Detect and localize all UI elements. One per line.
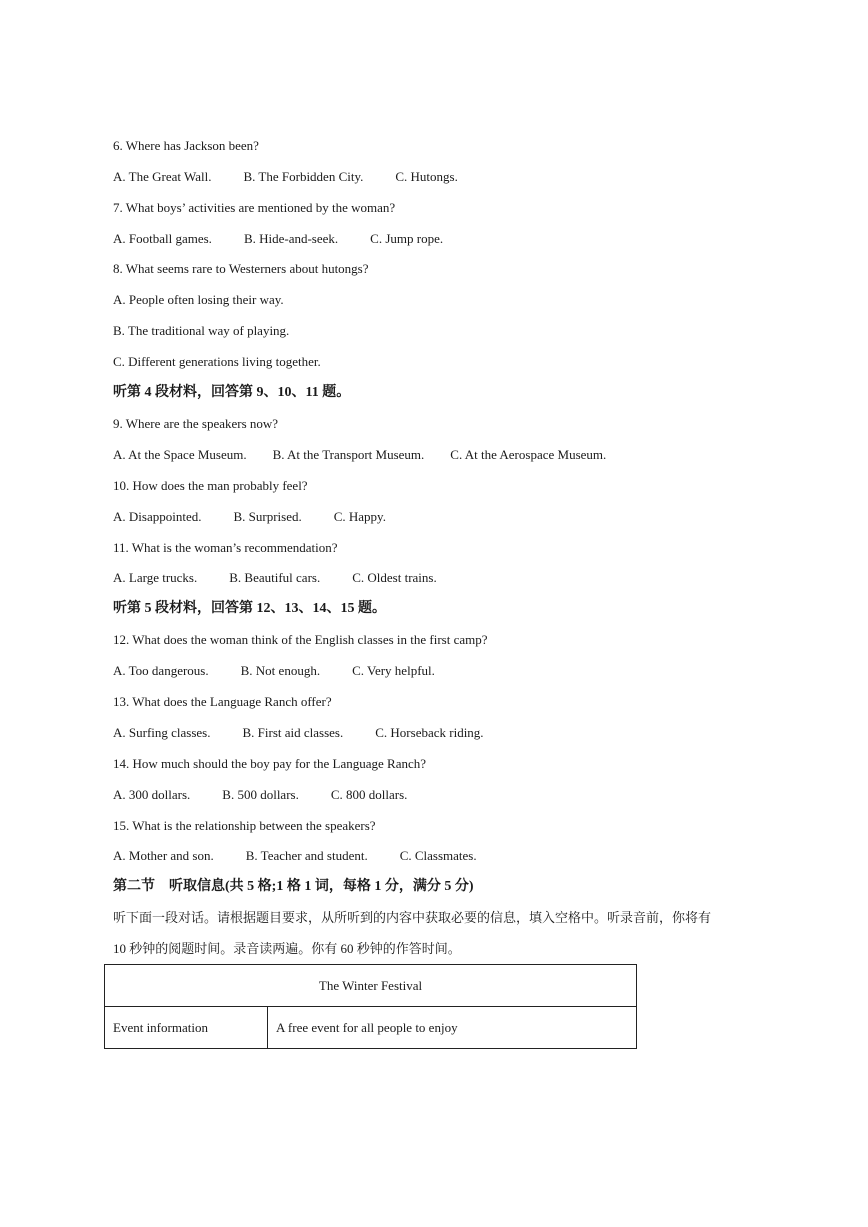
instructions-line-1: 听下面一段对话。请根据题目要求，从所听到的内容中获取必要的信息，填入空格中。听录音前，你将有 [113, 910, 712, 925]
option-c: C. Hutongs. [395, 169, 458, 184]
option-a: A. Mother and son. [113, 848, 214, 863]
option-a: A. Football games. [113, 231, 212, 246]
option-b: B. Surprised. [233, 509, 302, 524]
table-row [105, 1007, 637, 1049]
question-15: 15. What is the relationship between the speakers? [113, 818, 376, 833]
section-header-part5: 听第 5 段材料，回答第 12、13、14、15 题。 [113, 601, 386, 616]
option-a: A. 300 dollars. [113, 787, 191, 802]
question-11: 11. What is the woman’s recommendation? [113, 540, 338, 555]
question-9-options [113, 447, 606, 463]
table-cell-label: Event information [105, 1007, 268, 1049]
instructions-line-2: 10 秒钟的阅题时间。录音读两遍。你有 60 秒钟的作答时间。 [113, 941, 461, 956]
section-header-section2: 第二节 听取信息(共 5 格;1 格 1 词，每格 1 分，满分 5 分) [113, 879, 474, 894]
question-8-option-a: A. People often losing their way. [113, 292, 284, 307]
table-title: The Winter Festival [105, 965, 637, 1007]
question-9: 9. Where are the speakers now? [113, 416, 279, 431]
option-a: A. Too dangerous. [113, 663, 209, 678]
question-11-options [113, 570, 437, 586]
option-a: A. Disappointed. [113, 509, 202, 524]
option-b: B. First aid classes. [242, 725, 344, 740]
option-c: C. Classmates. [399, 848, 477, 863]
option-b: B. 500 dollars. [222, 787, 299, 802]
option-b: B. Hide-and-seek. [243, 231, 339, 246]
question-10: 10. How does the man probably feel? [113, 478, 308, 493]
option-c: C. At the Aerospace Museum. [450, 447, 607, 462]
option-a: A. The Great Wall. [113, 169, 212, 184]
option-c: C. Very helpful. [352, 663, 435, 678]
question-15-options [113, 848, 477, 864]
option-c: C. Happy. [333, 509, 386, 524]
question-8: 8. What seems rare to Westerners about hutongs? [113, 261, 369, 276]
option-b: B. Beautiful cars. [229, 570, 321, 585]
option-c: C. Horseback riding. [375, 725, 484, 740]
option-b: B. Not enough. [240, 663, 321, 678]
question-6: 6. Where has Jackson been? [113, 138, 259, 153]
question-14: 14. How much should the boy pay for the Language Ranch? [113, 756, 427, 771]
option-a: A. Large trucks. [113, 570, 198, 585]
table-row [105, 965, 637, 1007]
question-6-options [113, 169, 458, 185]
question-7: 7. What boys’ activities are mentioned by the woman? [113, 200, 396, 215]
question-8-option-b: B. The traditional way of playing. [113, 323, 290, 338]
section-header-part4: 听第 4 段材料，回答第 9、10、11 题。 [113, 385, 351, 400]
option-c: C. Jump rope. [370, 231, 444, 246]
option-a: A. Surfing classes. [113, 725, 211, 740]
table-cell-value: A free event for all people to enjoy [268, 1007, 637, 1049]
question-13: 13. What does the Language Ranch offer? [113, 694, 332, 709]
question-12-options [113, 663, 435, 679]
option-c: C. 800 dollars. [330, 787, 408, 802]
option-b: B. The Forbidden City. [243, 169, 364, 184]
option-b: B. Teacher and student. [245, 848, 368, 863]
question-10-options [113, 509, 386, 525]
question-7-options [113, 231, 443, 247]
option-a: A. At the Space Museum. [113, 447, 247, 462]
info-table [104, 964, 637, 1049]
question-13-options [113, 725, 484, 741]
question-14-options [113, 787, 407, 803]
question-12: 12. What does the woman think of the English classes in the first camp? [113, 632, 488, 647]
question-8-option-c: C. Different generations living together. [113, 354, 321, 369]
option-c: C. Oldest trains. [352, 570, 437, 585]
option-b: B. At the Transport Museum. [272, 447, 425, 462]
